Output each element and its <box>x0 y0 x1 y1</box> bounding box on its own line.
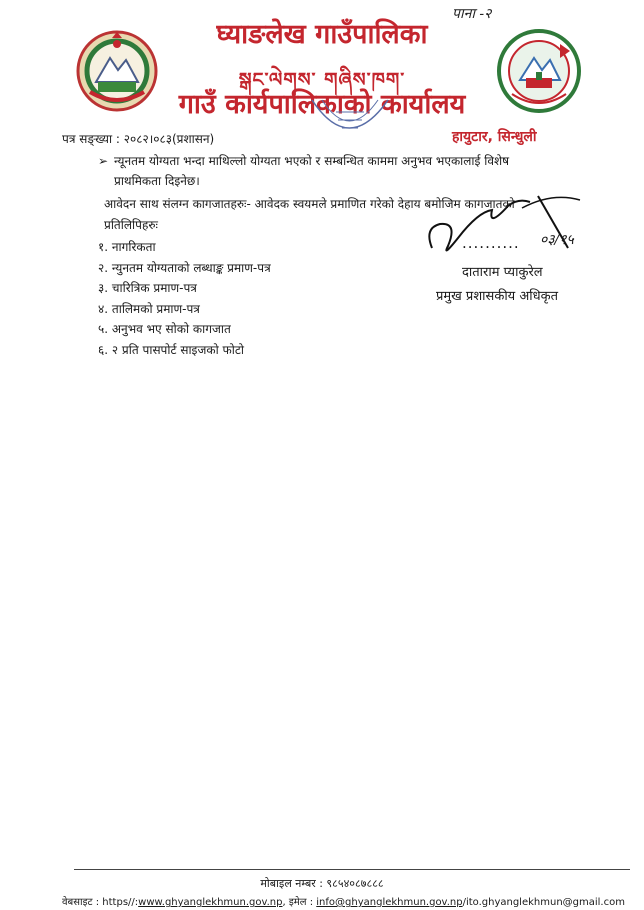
attachments-paragraph: आवेदन साथ संलग्न कागजातहरुः- आवेदक स्वयमले प्रमाणित गरेको देहाय बमोजिम कागजातको प्रतिलिपिहरुः <box>104 197 515 232</box>
footer-mobile: मोबाइल नम्बर : ९८५४०८७८८८ <box>260 877 384 890</box>
signature-date: ०३/१५ <box>540 232 574 248</box>
preference-paragraph: न्यूनतम योग्यता भन्दा माथिल्लो योग्यता भएको र सम्बन्धित काममा अनुभव भएकालाई विशेष प्राथमिकता दिइनेछ। <box>114 154 510 188</box>
list-item: ५. अनुभव भए सोको कागजात <box>98 322 231 336</box>
office-location: हायुटार, सिन्धुली <box>452 129 537 145</box>
list-item: १. नागरिकता <box>98 240 156 254</box>
signature-dots: .......... <box>462 234 520 252</box>
website-label: वेबसाइट : https//: <box>62 897 139 908</box>
signatory-designation: प्रमुख प्रशासकीय अधिकृत <box>436 289 559 304</box>
signatory-name: दाताराम प्याकुरेल <box>462 265 543 280</box>
list-item: ४. तालिमको प्रमाण-पत्र <box>98 302 200 316</box>
municipality-title: घ्याङलेख गाउँपालिका <box>216 19 428 50</box>
list-item: ३. चारित्रिक प्रमाण-पत्र <box>98 281 197 295</box>
office-title: गाउँ कार्यपालिकाको कार्यालय <box>178 89 466 120</box>
footer-divider <box>74 869 630 870</box>
footer-contact <box>62 894 625 908</box>
municipality-title-script: སྒང་ལེགས་ གཞིས་ཁག་ <box>238 69 406 91</box>
reference-number: पत्र सङ्ख्या : २०८२।०८३(प्रशासन) <box>62 132 215 146</box>
handwritten-page-number: पाना -२ <box>452 6 492 22</box>
website-link[interactable]: www.ghyanglekhmun.gov.np <box>138 897 283 908</box>
email-link-primary[interactable]: info@ghyanglekhmun.gov.np <box>316 897 463 908</box>
email-link-secondary[interactable]: /ito.ghyanglekhmun@gmail.com <box>462 897 625 908</box>
office-stamp-icon <box>306 98 392 148</box>
bullet-arrow-icon: ➢ <box>98 154 109 168</box>
email-label: , इमेल : <box>282 897 317 908</box>
list-item: ६. २ प्रति पासपोर्ट साइजको फोटो <box>98 343 245 357</box>
list-item: २. न्युनतम योग्यताको लब्धाङ्क प्रमाण-पत्र <box>98 261 271 275</box>
